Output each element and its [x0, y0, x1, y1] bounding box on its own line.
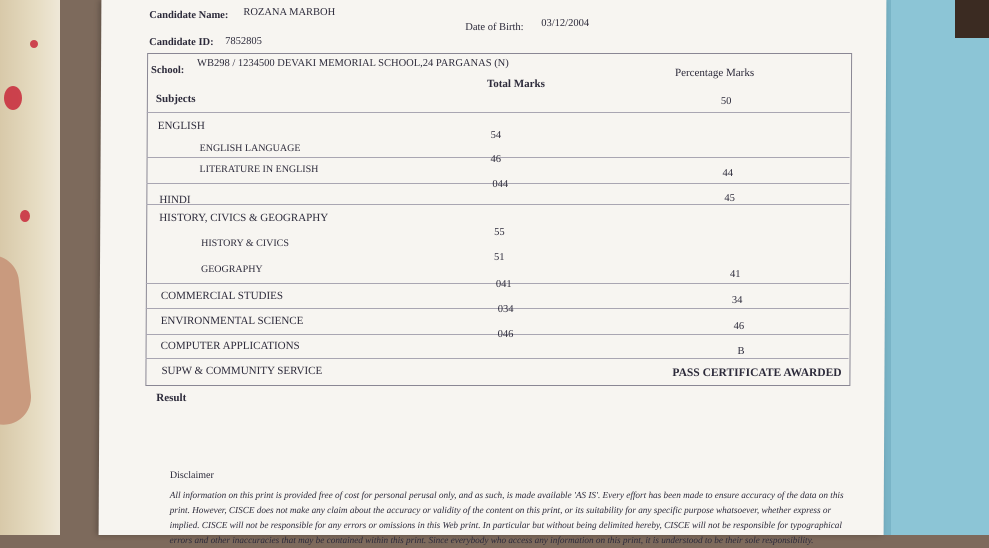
- total-literature-english: 46: [490, 154, 502, 165]
- subject-commercial-studies: COMMERCIAL STUDIES: [160, 290, 284, 302]
- total-english-language: 54: [490, 130, 502, 141]
- disclaimer-title: Disclaimer: [169, 470, 214, 481]
- school-value: WB298 / 1234500 DEVAKI MEMORIAL SCHOOL,24 PARGANAS (N): [197, 58, 509, 69]
- result-value: PASS CERTIFICATE AWARDED: [672, 367, 842, 379]
- school-label: School:: [151, 65, 185, 76]
- percent-computer-applications: 46: [733, 321, 745, 332]
- subject-hindi: HINDI: [159, 194, 191, 206]
- subject-history-civics: HISTORY & CIVICS: [201, 238, 289, 249]
- subject-geography: GEOGRAPHY: [200, 264, 263, 275]
- percent-environmental-science: 34: [731, 295, 743, 306]
- total-history-civics: 55: [494, 227, 505, 238]
- subject-history-civics-geography: HISTORY, CIVICS & GEOGRAPHY: [159, 212, 329, 224]
- percent-hindi: 44: [722, 168, 734, 179]
- row-divider: [146, 358, 849, 359]
- subject-english: ENGLISH: [157, 120, 205, 132]
- subject-computer-applications: COMPUTER APPLICATIONS: [160, 340, 300, 352]
- dob-value: 03/12/2004: [541, 18, 590, 29]
- blue-sheet-background: [873, 0, 989, 535]
- total-commercial-studies: 041: [495, 279, 512, 290]
- header-total-marks: Total Marks: [486, 78, 545, 90]
- total-environmental-science: 034: [497, 304, 514, 315]
- row-divider: [146, 204, 849, 205]
- disclaimer-text: All information on this print is provided free of cost for personal perusal only, and as such, is made available 'AS IS'. Every effort has been made to ensure accuracy of the data on this print. However, CISCE does not make any claim about the accuracy or validity of the content on this print, or its suitability for any specific purpose whatsoever, whether express or implied. CISCE will not be responsible for any errors or omissions in this Web print. In particular but without being delimited hereby, CISCE will not be responsible for typographical errors and other inaccuracies that may be contained within this print. Since everybody who access any information on this print, it is understood to be their sole responsibility.: [169, 490, 844, 545]
- candidate-name-value: ROZANA MARBOH: [243, 7, 336, 18]
- percent-history-civics-geography: 45: [724, 193, 735, 204]
- header-percentage-marks: Percentage Marks: [674, 67, 755, 79]
- result-label: Result: [156, 392, 187, 404]
- percent-english: 50: [720, 96, 732, 107]
- total-computer-applications: 046: [497, 329, 514, 340]
- total-geography: 51: [494, 252, 505, 263]
- dob-label: Date of Birth:: [465, 22, 524, 33]
- candidate-id-value: 7852805: [225, 36, 262, 47]
- row-divider: [147, 112, 850, 113]
- subject-english-language: ENGLISH LANGUAGE: [199, 143, 301, 154]
- subject-literature-english: LITERATURE IN ENGLISH: [199, 164, 319, 175]
- candidate-name-label: Candidate Name:: [149, 10, 229, 21]
- candidate-id-label: Candidate ID:: [149, 37, 214, 48]
- subject-supw-community-service: SUPW & COMMUNITY SERVICE: [161, 365, 323, 377]
- subject-environmental-science: ENVIRONMENTAL SCIENCE: [160, 315, 304, 327]
- total-hindi: 044: [492, 179, 509, 190]
- percent-commercial-studies: 41: [729, 269, 741, 280]
- header-subjects: Subjects: [155, 93, 196, 105]
- background-strip: [955, 0, 989, 38]
- percent-supw-community-service: B: [737, 346, 745, 357]
- result-document: [99, 0, 887, 545]
